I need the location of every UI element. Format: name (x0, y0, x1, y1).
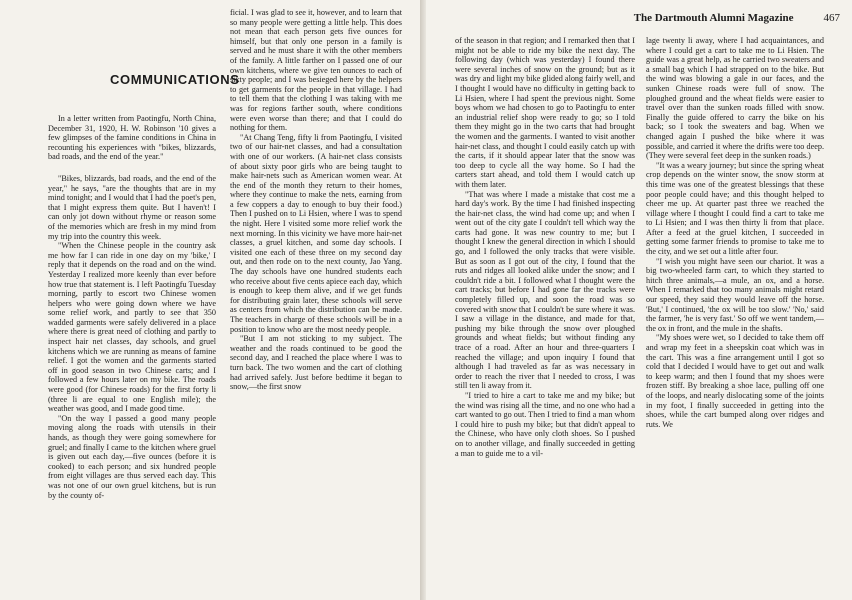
right-page-column-1 (455, 36, 635, 600)
paragraph: ficial. I was glad to see it, however, and to learn that so many people were getting a little help. This does not mean that each person gets five ounces for himself, but that only one person in a family is served and he must share it with the other members of the family. A little farther on I passed one of our own kitchens, where we give ten ounces to each of sixty people; and I was besieged here by the helpers to get garments for the people in that village. I had to tell them that the clothing I was taking with me was for regions farther south, where conditions were even worse than there; and that I could do nothing for them. (230, 8, 402, 133)
left-page-column-2 (230, 8, 402, 600)
paragraph: of the season in that region; and I remarked then that I might not be able to ride my bike the next day. The following day (which was yesterday) I found there were several inches of snow on the ground; but as it was dry and light my bike glided along fairly well, and I thought I would have no difficulty in getting back to Li Hsien, where I had spent the previous night. Some boys whom we had chosen to go to Paotingfu to enter an industrial relief shop were ready to go; so I told them they might go in the two carts that had brought the women and the garments. I wanted to visit another hair-net class, and thought I could easily catch up with the carts, if it should appear later that the snow was too deep to cycle all the way home. So I had the carters start ahead, and told them I would catch up with them later. (455, 36, 635, 189)
paragraph: "That was where I made a mistake that cost me a hard day's work. By the time I had finished inspecting the hair-net class, the wind had come up; and when I went out of the city gate I couldn't tell which way the carts had gone. It was new country to me; but I thought I knew the general direction in which I should go, and I followed the only tracks that were visible. But as soon as I got out of the city, I found that the ruts and ridges all looked alike under the snow; and I couldn't ride a bit. I followed what I thought were the cart tracks; but before I had gone far the tracks were completely filled up, and soon the road was so covered with snow that I couldn't be sure where it was. I saw a village in the distance, and made for that, pushing my bike through the snow over ploughed grounds and wheat fields; but without finding any trace of a road. After an hour and three-quarters I reached the village; and upon inquiry I found that although I had traveled as far as was necessary in order to reach the river that I needed to cross, I was still ten li away from it. (455, 189, 635, 391)
paragraph: "I wish you might have seen our chariot. It was a big two-wheeled farm cart, to which they started to hitch three animals,—a mule, an ox, and a horse. When I remarked that too many animals might retard our speed, they said they would leave off the horse. 'But,' I continued, 'the ox will be too slow.' 'No,' said the farmer, 'he is very fast.' So off we went tandem,—the ox in front, and the mule in the shafts. (646, 256, 824, 333)
paragraph: lage twenty li away, where I had acquaintances, and where I could get a cart to take me to Li Hsien. The guide was a great help, as he carried two sweaters and a small bag which I had strapped on to the bike. But the wind was blowing a gale in our faces, and the sunken Chinese roads were full of snow. The ploughed ground and the wheat fields were easier to travel over than the sunken roads filled with snow. Finally the guide offered to carry the bike on his back; so I took the sweaters and bag. When we changed again I pushed the bike where it was possible, and carried it where the drifts were too deep. (They were several feet deep in the sunken roads.) (646, 36, 824, 161)
left-page-column-1 (48, 114, 216, 600)
paragraph: "My shoes were wet, so I decided to take them off and wrap my feet in a sheepskin coat which was in the cart. This was a fine arrangement until I got so cold that I decided I would have to get out and walk to keep warm; and then I found that my shoes were frozen stiff. By breaking a shoe lace, pulling off one of the loops, and nearly dislocating some of the joints in my foot, I finally succeeded in getting into the shoes, while the cart bumped along over ridges and ruts. We (646, 333, 824, 429)
running-head (438, 12, 840, 24)
intro-paragraph: In a letter written from Paotingfu, North China, December 31, 1920, H. W. Robinson '10 gives a few glimpses of the famine conditions in China in recounting his experiences with "bikes, blizzards, bad roads, and the end of the year." (48, 114, 216, 162)
right-page-column-2 (646, 36, 824, 600)
paragraph: "It was a weary journey; but since the spring wheat crop depends on the winter snow, the snow storm at this time was one of the greatest blessings that these poor people could have; and this thought helped to cheer me up. At quarter past three we reached the village where I thought I could find a cart to take me to Li Hsien; and I was then thirty li from that place. After a feed at the gruel kitchen, I succeeded in getting some farmer friends to promise to take me to the city, and we set out a little after four. (646, 160, 824, 257)
paragraph: "But I am not sticking to my subject. The weather and the roads continued to be good the second day, and I reached the place where I was to turn back. The two women and the cart of clothing had arrived safely. Just before bedtime it began to snow,—the first snow (230, 334, 402, 392)
paragraph: "Bikes, blizzards, bad roads, and the end of the year," he says, "are the thoughts that are in my mind tonight; and I would that I had the poet's pen, that I might express them quite. But I haven't! I can only jot down without rhyme or reason some of the memories which are fresh in my mind from my trip into the country this week. (48, 173, 216, 241)
magazine-title: The Dartmouth Alumni Magazine (633, 12, 794, 24)
paragraph: "On the way I passed a good many people moving along the roads with utensils in their hands, as though they were going somewhere for gruel; and finally I came to the kitchen where gruel is given out each day,—five ounces (before it is cooked) to each person; and six hundred people from eight villages are thus served each day. This was not one of our own gruel kitchens, but is run by the county of- (48, 413, 216, 500)
paragraph: "At Chang Teng, fifty li from Paotingfu, I visited two of our hair-net classes, and had a consultation with one of our workers. (A hair-net class consists of about sixty poor girls who are being taught to make hair-nets such as American women wear. At the end of the month they return to their homes, where they continue to make the nets, earning from a few coppers a day to enough to buy their food.) Then I pushed on to Li Hsien, where I was to spend the night. Here I visited some more relief work the next morning. In this vicinity we have more hair-net classes, a gruel kitchen, and some day schools. I visited one each of these three on my second day out, and then rode on to the next county, Jao Yang. The day schools have one hundred students each who receive about five cents apiece each day, which is enough to keep them alive, and if we get funds for distributing grain later, these schools will serve as centers from which the distribution can be made. The teachers in charge of these schools will be in a position to know who are the most needy people. (230, 132, 402, 334)
section-heading: COMMUNICATIONS (110, 72, 240, 87)
page-number: 467 (823, 12, 840, 24)
left-page (0, 0, 420, 600)
paragraph: "I tried to hire a cart to take me and my bike; but the wind was rising all the time, and no one who had a cart wanted to go out. Then I tried to find a man whom I could hire to push my bike; but that didn't appeal to the Chinese, who have only cloth shoes. So I pushed on to another village, and finally succeeded in getting a man to guide me to a vil- (455, 390, 635, 458)
paragraph: "When the Chinese people in the country ask me how far I can ride in one day on my 'bike,' I reply that it depends on the road and on the wind. Yesterday I realized more keenly than ever before how true that statement is. I left Paotingfu Tuesday morning, partly to escort two Chinese women helpers who were going down where we have some relief work, and partly to see that 350 wadded garments were safely delivered in a place where there is great need of clothing and partly to inspect hair net classes, day schools, and gruel kitchens which we are running as means of famine relief. I got the women and the garments started off in good season in two Chinese carts; and I followed a few hours later on my bike. The roads were good (for Chinese roads) for the first forty li (three li are equal to one English mile); the weather was good, and I made good time. (48, 241, 216, 414)
